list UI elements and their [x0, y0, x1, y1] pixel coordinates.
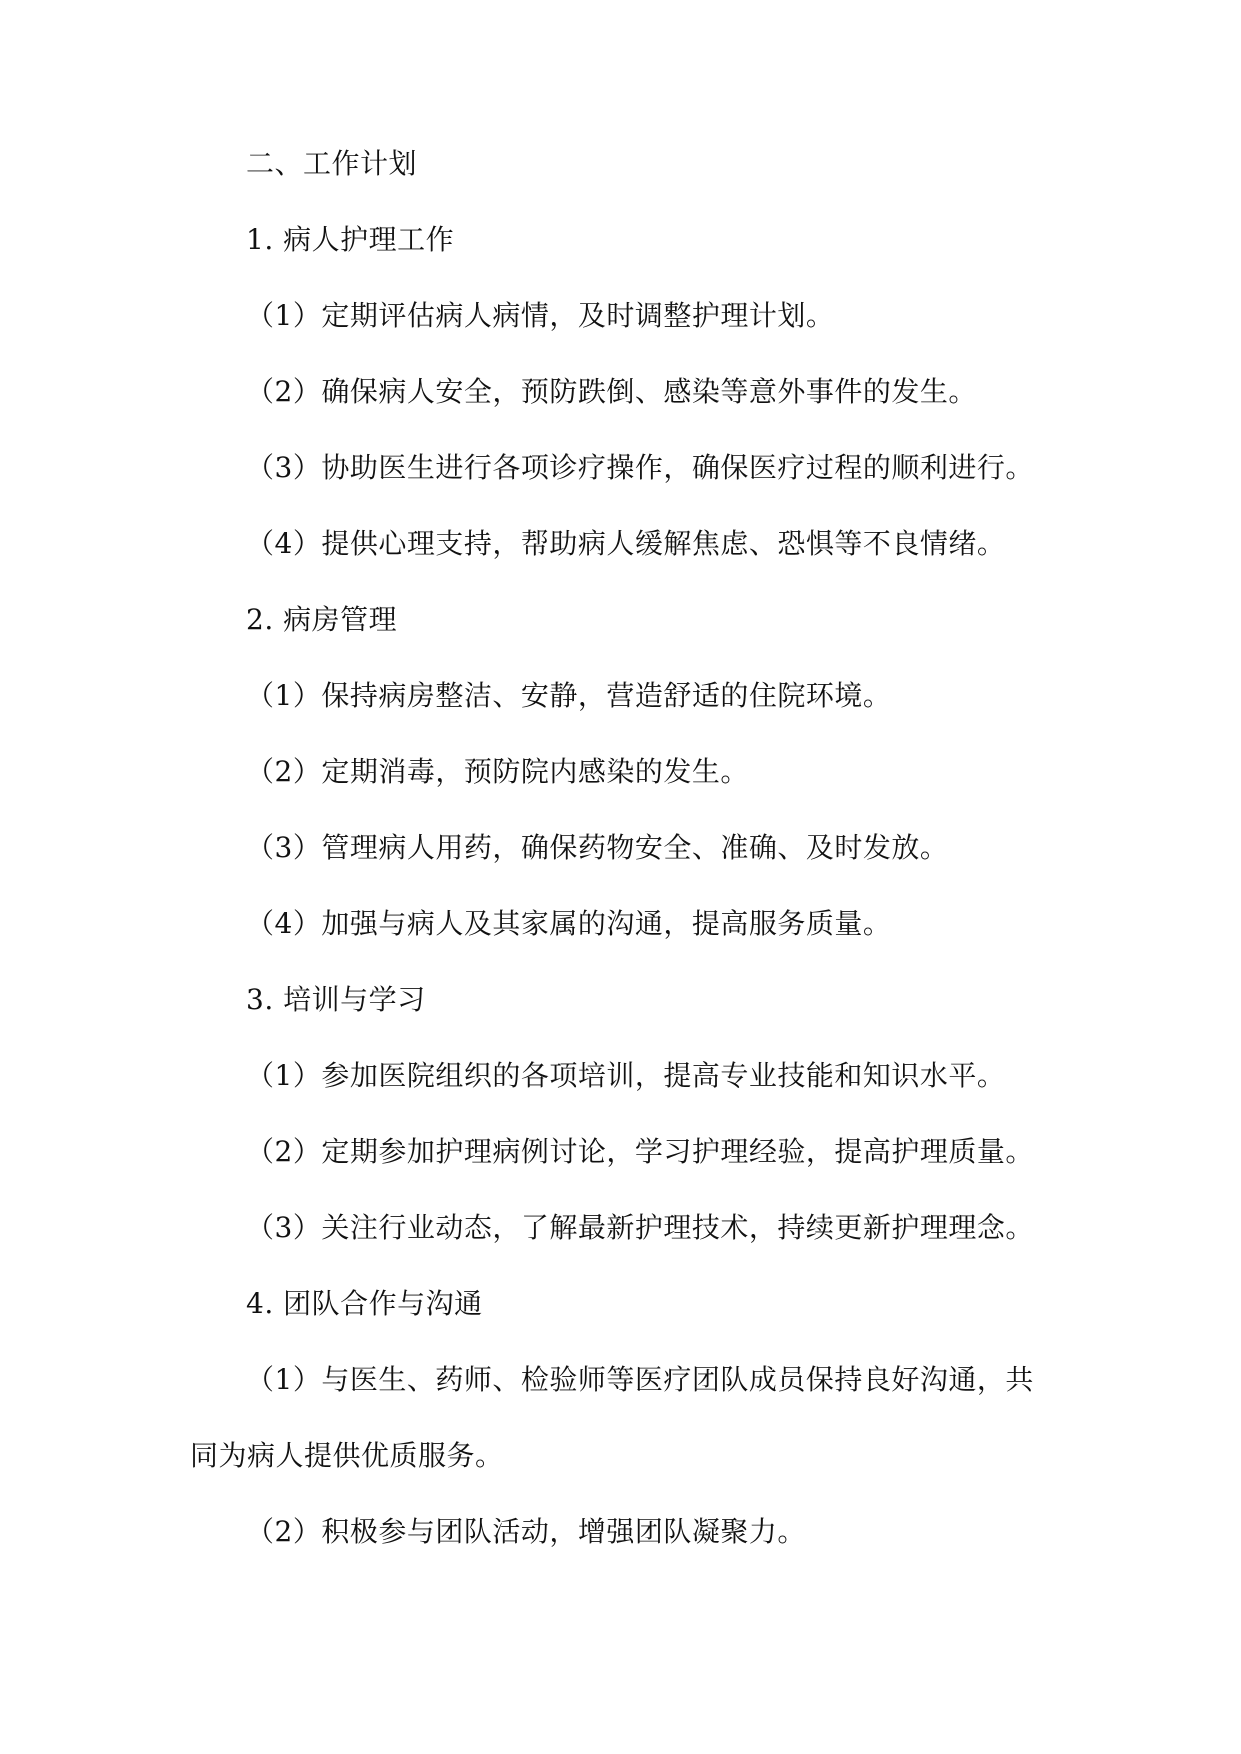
- wrapped-line-first: （1）与医生、药师、检验师等医疗团队成员保持良好沟通，共: [246, 1363, 1034, 1396]
- section-heading: 2. 病房管理: [246, 603, 398, 636]
- list-item: （3）管理病人用药，确保药物安全、准确、及时发放。: [246, 831, 949, 864]
- section-heading: 4. 团队合作与沟通: [246, 1287, 483, 1320]
- section-title: 二、工作计划: [246, 147, 418, 180]
- list-item: （2）定期消毒，预防院内感染的发生。: [246, 755, 749, 788]
- list-item: （2）积极参与团队活动，增强团队凝聚力。: [246, 1515, 806, 1548]
- list-item: （4）加强与病人及其家属的沟通，提高服务质量。: [246, 907, 892, 940]
- section-heading: 1. 病人护理工作: [246, 223, 455, 256]
- document-body: [190, 145, 1060, 1589]
- wrapped-line-second: 同为病人提供优质服务。: [190, 1439, 504, 1472]
- section-heading: 3. 培训与学习: [246, 983, 426, 1016]
- wrapped-list-item: [190, 1361, 1060, 1475]
- list-item: （3）关注行业动态，了解最新护理技术，持续更新护理理念。: [246, 1211, 1034, 1244]
- list-item: （4）提供心理支持，帮助病人缓解焦虑、恐惧等不良情绪。: [246, 527, 1006, 560]
- list-item: （1）参加医院组织的各项培训，提高专业技能和知识水平。: [246, 1059, 1006, 1092]
- list-item: （1）定期评估病人病情，及时调整护理计划。: [246, 299, 835, 332]
- list-item: （1）保持病房整洁、安静，营造舒适的住院环境。: [246, 679, 892, 712]
- line-spacer: [190, 1399, 1060, 1437]
- list-item: （3）协助医生进行各项诊疗操作，确保医疗过程的顺利进行。: [246, 451, 1034, 484]
- list-item: （2）定期参加护理病例讨论，学习护理经验，提高护理质量。: [246, 1135, 1034, 1168]
- list-item: （2）确保病人安全，预防跌倒、感染等意外事件的发生。: [246, 375, 977, 408]
